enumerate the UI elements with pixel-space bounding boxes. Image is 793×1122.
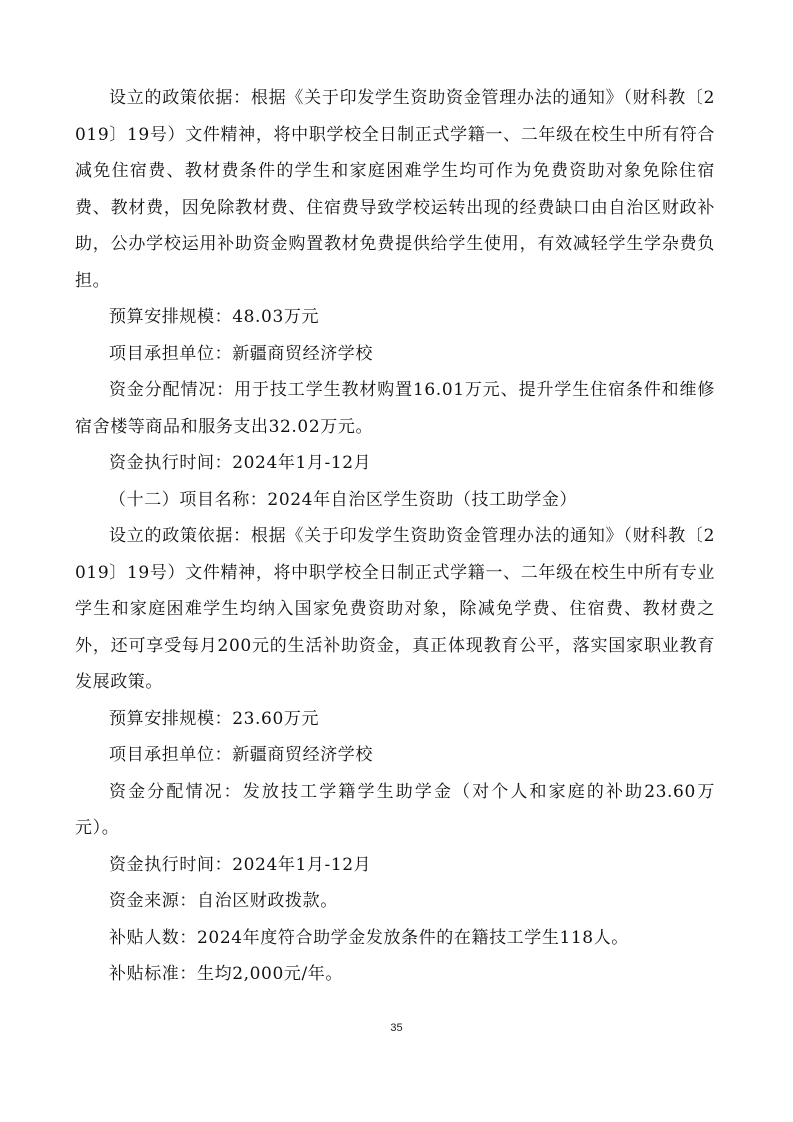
fund-allocation: 资金分配情况：用于技工学生教材购置16.01万元、提升学生住宿条件和维修宿舍楼等商品和服务支出32.02万元。	[75, 380, 715, 437]
responsible-unit: 项目承担单位：新疆商贸经济学校	[109, 343, 373, 364]
budget-scale: 预算安排规模：23.60万元	[109, 708, 320, 729]
execution-period: 资金执行时间：2024年1月-12月	[109, 453, 372, 473]
section-heading: （十二）项目名称：2024年自治区学生资助（技工助学金）	[109, 489, 578, 510]
subsidy-standard: 补贴标准：生均2,000元/年。	[109, 964, 343, 984]
page-number: 35	[390, 1022, 403, 1034]
policy-basis-paragraph: 设立的政策依据：根据《关于印发学生资助资金管理办法的通知》（财科教〔2019〕19号）文件精神，将中职学校全日制正式学籍一、二年级在校生中所有专业学生和家庭困难学生均纳入国家免费资助对象，除减免学费、住宿费、教材费之外，还可享受每月200元的生活补助资金，真正体现教育公平，落实国家职业教育发展政策。	[75, 526, 715, 692]
responsible-unit: 项目承担单位：新疆商贸经济学校	[109, 745, 373, 765]
policy-basis-paragraph: 设立的政策依据：根据《关于印发学生资助资金管理办法的通知》（财科教〔2019〕19号）文件精神，将中职学校全日制正式学籍一、二年级在校生中所有符合减免住宿费、教材费条件的学生和家庭困难学生均可作为免费资助对象免除住宿费、教材费，因免除教材费、住宿费导致学校运转出现的经费缺口由自治区财政补助，公办学校运用补助资金购置教材免费提供给学生使用，有效减轻学生学杂费负担。	[75, 88, 715, 291]
fund-allocation: 资金分配情况：发放技工学籍学生助学金（对个人和家庭的补助23.60万元）。	[75, 781, 715, 838]
fund-source: 资金来源：自治区财政拨款。	[109, 891, 338, 911]
document-body	[75, 80, 715, 993]
subsidy-count: 补贴人数：2024年度符合助学金发放条件的在籍技工学生118人。	[109, 927, 629, 948]
budget-scale: 预算安排规模：48.03万元	[109, 307, 320, 327]
execution-period: 资金执行时间：2024年1月-12月	[109, 854, 372, 875]
